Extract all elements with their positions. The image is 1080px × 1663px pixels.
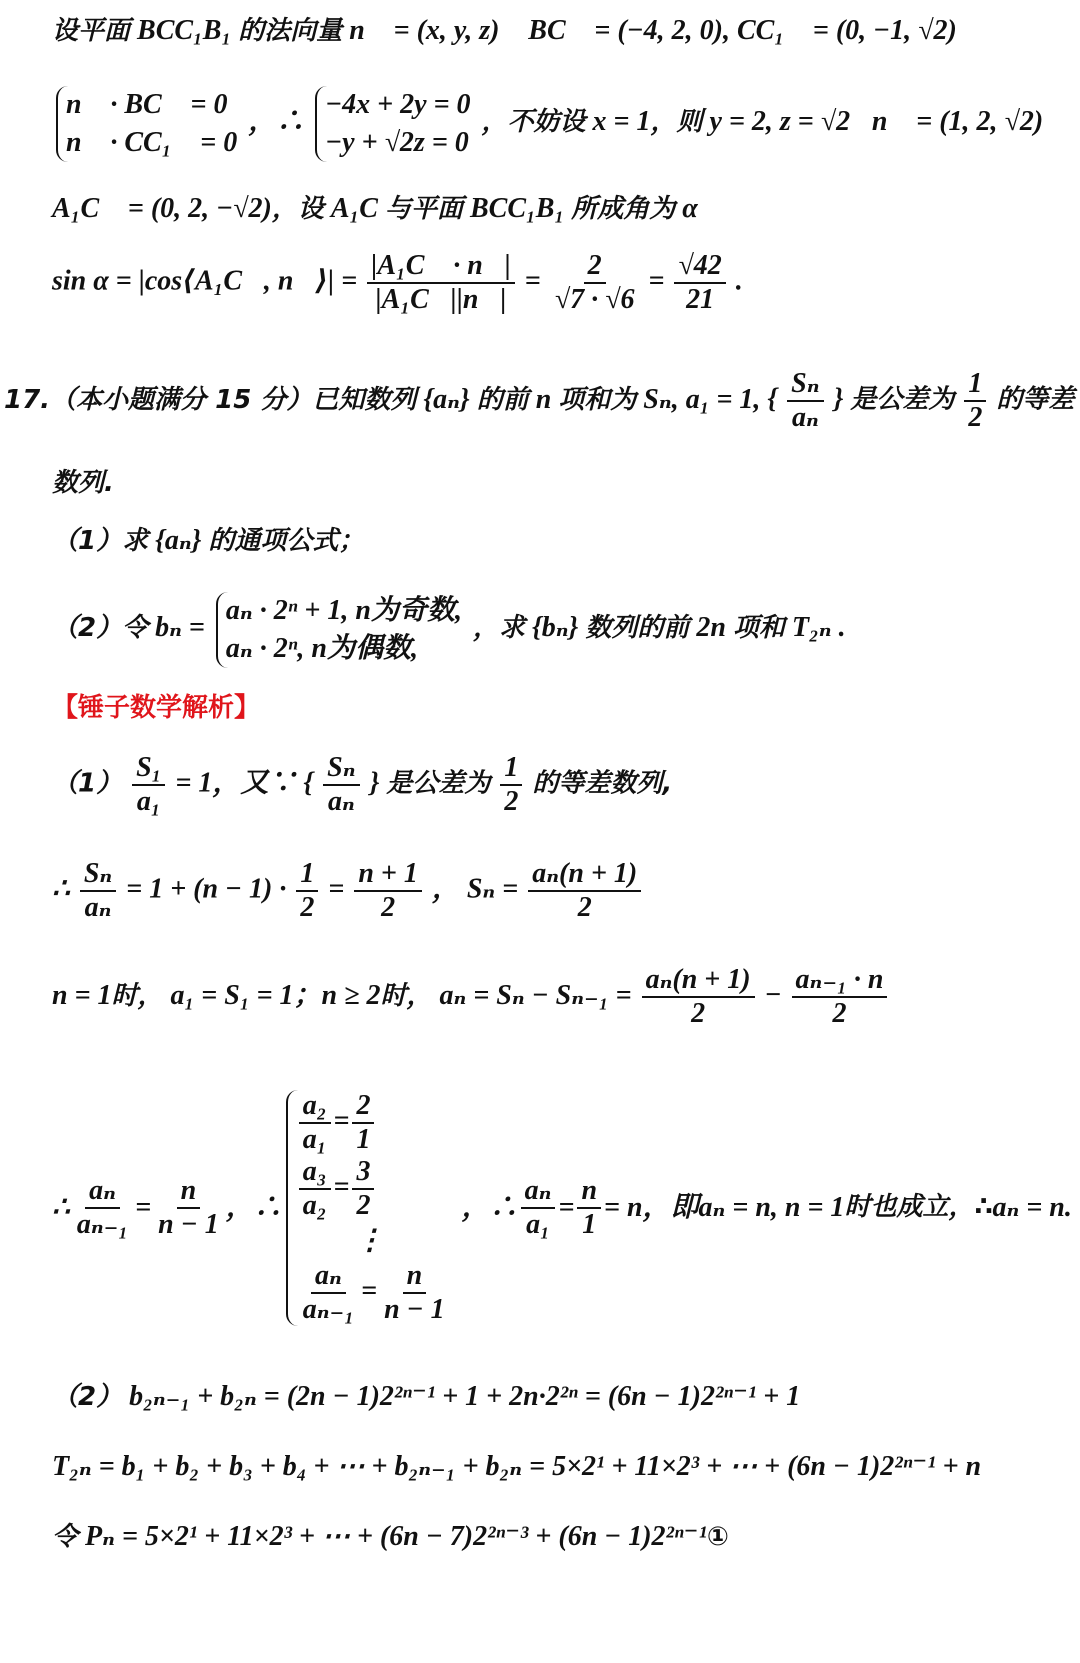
text: = 1 + (n − 1) · <box>126 873 287 905</box>
fraction <box>73 1175 132 1241</box>
numerator: |A₁C⃗ · n⃗| <box>367 250 515 284</box>
stacked-ratios <box>286 1090 452 1327</box>
solution-step-6 <box>52 1450 981 1484</box>
vertical-dots: ⋮ <box>355 1225 384 1257</box>
cn-text: 数列. <box>52 468 114 498</box>
denominator: 2 <box>356 1190 371 1222</box>
cn-text: ，不妨设 <box>481 107 586 138</box>
numerator: 1 <box>296 858 318 892</box>
therefore: ，∴ <box>225 1192 282 1224</box>
bn-def: bₙ = <box>155 612 205 644</box>
problem-17-text <box>4 384 760 415</box>
math-text: T₂ₙ = b₁ + b₂ + b₃ + b₄ + ⋯ + b₂ₙ₋₁ + b₂ₙ = 5×2¹ + 11×2³ + ⋯ + (6n − 1)2²ⁿ⁻¹ + n <box>52 1451 982 1482</box>
denominator: 2 <box>691 998 706 1030</box>
numerator: S₁ <box>132 752 165 786</box>
numerator: n <box>403 1260 427 1294</box>
system-linear <box>315 86 470 162</box>
text: Sₙ = <box>466 873 519 905</box>
fraction-half <box>964 368 986 434</box>
numerator: n <box>577 1175 601 1209</box>
fraction-sn-an <box>787 368 823 434</box>
fraction <box>154 1175 223 1241</box>
solution-step-7 <box>52 1520 729 1554</box>
t2n: T₂ₙ . <box>791 612 846 644</box>
denominator: 2 <box>832 998 847 1030</box>
math-text: Sₙ, a₁ = 1, <box>636 383 761 415</box>
denominator: 2 <box>300 892 315 924</box>
denominator: aₙ <box>84 892 112 924</box>
normal-vector-result <box>482 106 1044 137</box>
math-text: A₁C <box>323 193 385 224</box>
numerator: Sₙ <box>323 752 359 786</box>
denominator: a₂ <box>302 1190 327 1222</box>
fraction <box>674 250 725 316</box>
minus: − <box>764 979 782 1011</box>
fraction <box>323 752 359 818</box>
denominator: 2 <box>968 402 983 434</box>
cn-text: 与平面 <box>384 194 463 224</box>
cn-text: 的通项公式； <box>208 526 365 556</box>
fraction <box>354 858 422 924</box>
numerator: 1 <box>500 752 522 786</box>
cn-text: 【锤子数学解析】 <box>52 693 261 723</box>
equals: = <box>524 265 541 297</box>
equals: = <box>361 1275 378 1307</box>
math-text: n <box>528 383 559 415</box>
cn-text: 时， <box>380 980 433 1011</box>
step-3-text <box>52 980 632 1011</box>
math-text: {aₙ} <box>148 525 209 556</box>
piecewise-bn <box>216 592 462 668</box>
step-label: （1） <box>52 768 123 799</box>
fraction <box>296 858 318 924</box>
equals: = <box>333 1105 350 1137</box>
math-text: Pₙ = 5×2¹ + 11×2³ + ⋯ + (6n − 7)2²ⁿ⁻³ + (6n − 1)2²ⁿ⁻¹ <box>78 1521 707 1552</box>
numerator: 3 <box>352 1156 374 1190</box>
denominator: 2 <box>577 892 592 924</box>
denominator: 2 <box>504 786 519 818</box>
cn-text: 令 <box>52 1522 79 1552</box>
denominator: aₙ₋₁ <box>302 1294 355 1326</box>
case-even: aₙ · 2ⁿ, n为偶数, <box>225 632 419 664</box>
cn-text: 17.（本小题满分 15 分）已知数列 <box>4 384 417 415</box>
cn-text: ① <box>706 1522 729 1552</box>
sep: ， <box>431 873 460 905</box>
fraction <box>132 752 165 818</box>
fraction <box>577 1175 601 1241</box>
text: aₙ = n. <box>992 1192 1072 1224</box>
cn-text: 的法向量 <box>238 16 343 46</box>
equals: = <box>333 1171 350 1203</box>
solution-step-2 <box>52 858 644 924</box>
math-text: n = 1 <box>52 979 112 1011</box>
case-odd: aₙ · 2ⁿ + 1, n为奇数, <box>225 595 462 626</box>
text: = 1，又∵ <box>175 767 297 799</box>
math-text: b₂ₙ₋₁ + b₂ₙ = (2n − 1)2²ⁿ⁻¹ + 1 + 2n·2²ⁿ = (6n − 1)2²ⁿ⁻¹ + 1 <box>122 1381 801 1412</box>
cn-text: （1）求 <box>52 526 149 556</box>
numerator: 1 <box>964 368 986 402</box>
fraction <box>299 1156 331 1222</box>
denominator: aₙ <box>791 402 819 434</box>
cn-text: 设平面 <box>52 16 131 46</box>
problem-text: 是公差为 <box>850 384 955 415</box>
cn-text: ，设 <box>271 194 324 224</box>
math-text: y = 2, z = √2，n⃗ = (1, 2, √2) <box>702 106 1044 138</box>
fraction <box>299 1260 358 1326</box>
solution-step-3 <box>52 964 890 1030</box>
brace-close: } <box>833 383 844 415</box>
question-2 <box>52 592 846 668</box>
problem-17-cont <box>52 466 114 500</box>
text: 时也成立，∴ <box>844 1192 993 1223</box>
numerator: aₙ₋₁ · n <box>792 964 888 998</box>
therefore: ∴ <box>52 873 70 905</box>
denominator: 21 <box>686 284 715 316</box>
question-2-label: （2）令 <box>52 613 149 644</box>
fraction <box>500 752 522 818</box>
numerator: n + 1 <box>354 858 422 892</box>
fraction <box>380 1260 449 1326</box>
denominator: 2 <box>381 892 396 924</box>
sys-eq: −y + √2z = 0 <box>325 126 469 158</box>
text: aₙ = n, n = 1 <box>698 1192 845 1224</box>
sys-eq: −4x + 2y = 0 <box>325 89 471 120</box>
fraction <box>551 250 639 316</box>
numerator: aₙ <box>85 1175 120 1209</box>
math-text: x = 1 <box>585 106 651 138</box>
bn-seq: {bₙ} <box>531 612 579 644</box>
math-text: BC⃗ = (−4, 2, 0), CC₁⃗ = (0, −1, √2) <box>521 15 957 46</box>
period: . <box>735 265 743 297</box>
math-text: n⃗ = (x, y, z)， <box>342 15 522 46</box>
therefore: ∴ <box>52 1192 70 1224</box>
cn-text: （2） <box>52 1382 123 1412</box>
fraction <box>80 858 116 924</box>
denominator: 1 <box>356 1123 371 1155</box>
fraction <box>352 1156 374 1222</box>
numerator: aₙ <box>521 1175 556 1209</box>
sin-lhs: sin α = |cos⟨A₁C⃗, n⃗⟩| = <box>52 265 358 297</box>
numerator: Sₙ <box>80 858 116 892</box>
cn-text: 时， <box>111 980 164 1011</box>
equals: = <box>558 1192 575 1224</box>
line-a1c-vector <box>52 192 698 226</box>
denominator: a₁ <box>526 1209 550 1240</box>
numerator: 2 <box>352 1090 374 1124</box>
line-normal-vector <box>52 14 957 48</box>
solution-step-1 <box>52 752 672 818</box>
problem-17-statement <box>4 368 1074 434</box>
fraction <box>642 964 755 1030</box>
numerator: √42 <box>674 250 725 284</box>
math-text: a₁ = S₁ = 1；n ≥ 2 <box>163 979 381 1011</box>
denominator: aₙ <box>327 786 355 818</box>
solution-step-5 <box>52 1380 800 1414</box>
denominator: √7 · √6 <box>554 284 635 316</box>
numerator: 2 <box>584 250 606 284</box>
text: 的等差数列, <box>532 768 673 799</box>
denominator: a₁ <box>136 786 161 818</box>
fraction <box>521 1175 556 1241</box>
ratio-row <box>296 1260 452 1326</box>
two-n: 2n <box>696 612 726 644</box>
math-text: BCC₁B₁ <box>130 15 239 46</box>
math-text: α <box>675 193 698 224</box>
numerator: a₃ <box>299 1156 331 1190</box>
numerator: aₙ <box>311 1260 346 1294</box>
ratio-row <box>296 1090 452 1156</box>
brace-open: { <box>767 383 778 415</box>
solution-step-4 <box>52 1068 1072 1348</box>
line-equation-systems <box>52 86 1043 162</box>
line-sin-alpha <box>52 250 743 316</box>
math-text: BCC₁B₁ <box>463 193 572 224</box>
sys-eq: n⃗ · BC⃗ = 0 <box>66 89 228 120</box>
therefore-text: ，∴ <box>248 106 305 138</box>
numerator: Sₙ <box>787 368 823 402</box>
denominator: n − 1 <box>384 1294 445 1326</box>
brace-open: { <box>303 767 314 799</box>
numerator: a₂ <box>299 1090 331 1124</box>
solution-heading <box>52 692 260 724</box>
sys-eq: n⃗ · CC₁⃗ = 0 <box>66 126 238 158</box>
math-text: aₙ = Sₙ − Sₙ₋₁ = <box>432 979 632 1011</box>
numerator: aₙ(n + 1) <box>642 964 755 998</box>
math-text: {aₙ} <box>416 383 477 415</box>
question-text: 项和 <box>732 613 785 644</box>
fraction <box>367 250 515 316</box>
equals: = <box>648 265 665 297</box>
problem-text: 的等差 <box>996 384 1075 415</box>
cn-text: ，则 <box>650 107 703 138</box>
text: = n，即 <box>604 1192 699 1224</box>
denominator: 1 <box>582 1209 597 1240</box>
text: 是公差为 <box>386 768 491 799</box>
cn-text: 项和为 <box>558 384 637 415</box>
question-text: ，求 <box>472 613 525 644</box>
fraction <box>299 1090 331 1156</box>
brace-close: } <box>369 767 380 799</box>
ratio-row <box>296 1156 452 1222</box>
numerator: n <box>177 1175 201 1209</box>
denominator: n − 1 <box>158 1209 219 1240</box>
denominator: aₙ₋₁ <box>76 1209 129 1240</box>
equals: = <box>135 1192 152 1224</box>
denominator: a₁ <box>302 1123 327 1155</box>
equals: = <box>328 873 345 905</box>
denominator: |A₁C⃗||n⃗| <box>375 284 507 316</box>
cn-text: 所成角为 <box>571 194 676 224</box>
fraction <box>792 964 888 1030</box>
question-text: 数列的前 <box>585 613 690 644</box>
cn-text: 的前 <box>476 384 529 415</box>
therefore: ，∴ <box>461 1192 518 1224</box>
system-dot-products <box>56 86 237 162</box>
numerator: aₙ(n + 1) <box>528 858 641 892</box>
fraction <box>352 1090 374 1156</box>
math-text: A₁C⃗ = (0, 2, −√2) <box>52 193 272 224</box>
question-1 <box>52 524 364 558</box>
fraction <box>528 858 641 924</box>
